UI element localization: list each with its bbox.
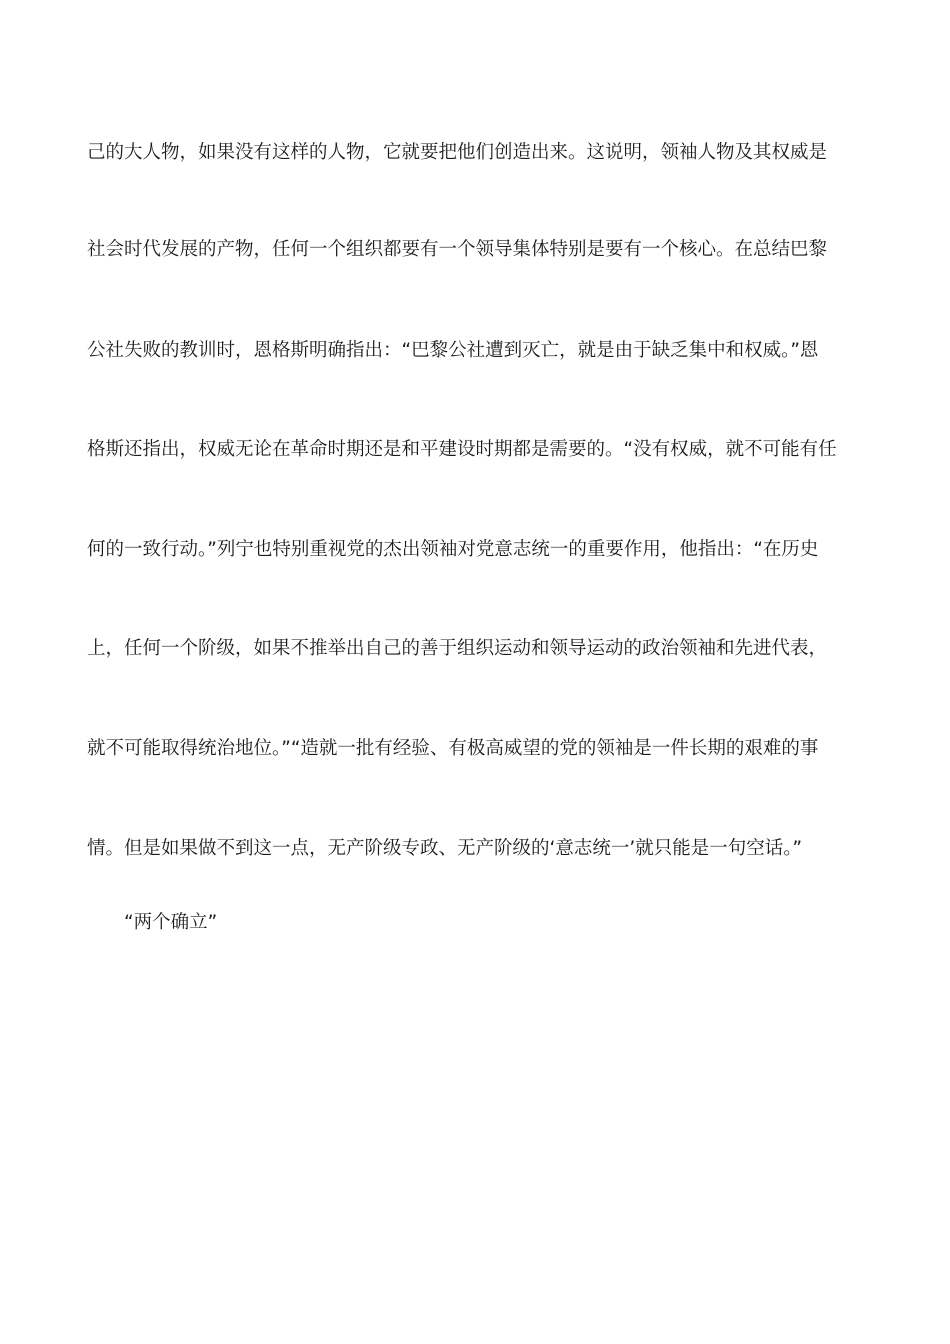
- paragraph-line: 公社失败的教训时，恩格斯明确指出：“巴黎公社遭到灭亡，就是由于缺乏集中和权威。”恩: [87, 340, 819, 361]
- section-heading: “两个确立”: [124, 912, 218, 933]
- paragraph-line: 社会时代发展的产物，任何一个组织都要有一个领导集体特别是要有一个核心。在总结巴黎: [87, 239, 828, 260]
- paragraph-line: 格斯还指出，权威无论在革命时期还是和平建设时期都是需要的。“没有权威，就不可能有任: [87, 439, 837, 460]
- paragraph-line: 就不可能取得统治地位。”“造就一批有经验、有极高威望的党的领袖是一件长期的艰难的事: [87, 738, 819, 759]
- paragraph-line: 何的一致行动。”列宁也特别重视党的杰出领袖对党意志统一的重要作用，他指出：“在历史: [87, 539, 819, 560]
- paragraph-line: 上，任何一个阶级，如果不推举出自己的善于组织运动和领导运动的政治领袖和先进代表，: [87, 638, 828, 659]
- paragraph-line: 情。但是如果做不到这一点，无产阶级专政、无产阶级的‘意志统一’就只能是一句空话。”: [87, 838, 803, 859]
- paragraph-line: 己的大人物，如果没有这样的人物，它就要把他们创造出来。这说明，领袖人物及其权威是: [87, 142, 828, 163]
